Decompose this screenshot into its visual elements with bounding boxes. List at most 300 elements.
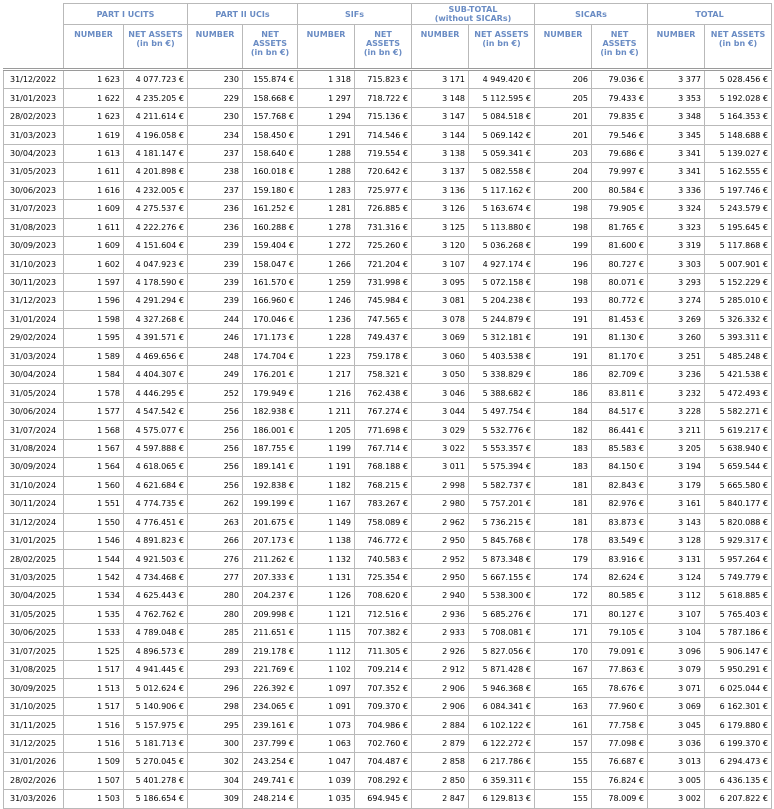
number-cell: 3 069	[412, 329, 469, 347]
number-cell: 1 132	[298, 550, 355, 568]
number-cell: 238	[188, 163, 243, 181]
net-assets-cell: 86.441 €	[592, 421, 648, 439]
number-cell: 167	[535, 661, 592, 679]
table-row	[4, 255, 772, 273]
number-cell: 3 137	[412, 163, 469, 181]
number-cell: 3 131	[648, 550, 705, 568]
date-cell: 30/09/2024	[4, 458, 64, 476]
number-cell: 1 205	[298, 421, 355, 439]
net-assets-cell: 166.960 €	[243, 292, 298, 310]
net-assets-cell: 159.404 €	[243, 236, 298, 254]
net-assets-cell: 4 178.590 €	[124, 273, 188, 291]
date-cell: 30/09/2023	[4, 236, 64, 254]
net-assets-cell: 237.799 €	[243, 734, 298, 752]
net-assets-cell: 4 404.307 €	[124, 366, 188, 384]
number-cell: 252	[188, 384, 243, 402]
net-assets-cell: 4 949.420 €	[469, 70, 535, 89]
number-cell: 3 251	[648, 347, 705, 365]
number-cell: 1 223	[298, 347, 355, 365]
number-cell: 3 144	[412, 126, 469, 144]
net-assets-cell: 5 946.368 €	[469, 679, 535, 697]
net-assets-cell: 226.392 €	[243, 679, 298, 697]
net-assets-cell: 5 575.394 €	[469, 458, 535, 476]
net-assets-cell: 6 436.135 €	[705, 771, 772, 789]
number-cell: 3 081	[412, 292, 469, 310]
net-assets-cell: 5 472.493 €	[705, 384, 772, 402]
number-cell: 1 535	[64, 605, 124, 623]
net-assets-cell: 4 232.005 €	[124, 181, 188, 199]
net-assets-cell: 694.945 €	[355, 790, 412, 808]
net-assets-cell: 189.141 €	[243, 458, 298, 476]
number-header: NUMBER	[188, 25, 243, 70]
number-cell: 256	[188, 458, 243, 476]
number-cell: 248	[188, 347, 243, 365]
number-cell: 1 602	[64, 255, 124, 273]
number-cell: 2 980	[412, 495, 469, 513]
net-assets-cell: 6 207.822 €	[705, 790, 772, 808]
number-cell: 3 353	[648, 89, 705, 107]
net-assets-cell: 209.998 €	[243, 605, 298, 623]
net-assets-cell: 5 827.056 €	[469, 642, 535, 660]
number-cell: 234	[188, 126, 243, 144]
number-cell: 3 096	[648, 642, 705, 660]
net-assets-cell: 248.214 €	[243, 790, 298, 808]
number-cell: 2 962	[412, 513, 469, 531]
number-cell: 1 544	[64, 550, 124, 568]
net-assets-cell: 746.772 €	[355, 531, 412, 549]
date-cell: 31/10/2024	[4, 476, 64, 494]
number-cell: 1 589	[64, 347, 124, 365]
number-cell: 262	[188, 495, 243, 513]
number-cell: 3 269	[648, 310, 705, 328]
net-assets-cell: 4 151.604 €	[124, 236, 188, 254]
net-assets-cell: 715.823 €	[355, 70, 412, 89]
net-assets-cell: 4 196.058 €	[124, 126, 188, 144]
net-assets-cell: 5 665.580 €	[705, 476, 772, 494]
net-assets-cell: 219.178 €	[243, 642, 298, 660]
number-cell: 3 303	[648, 255, 705, 273]
net-assets-cell: 718.722 €	[355, 89, 412, 107]
table-header	[4, 4, 772, 70]
number-cell: 2 936	[412, 605, 469, 623]
net-assets-cell: 5 157.975 €	[124, 716, 188, 734]
net-assets-cell: 720.642 €	[355, 163, 412, 181]
table-row	[4, 679, 772, 697]
net-assets-cell: 5 757.201 €	[469, 495, 535, 513]
number-cell: 1 217	[298, 366, 355, 384]
number-cell: 256	[188, 439, 243, 457]
table-row	[4, 642, 772, 660]
table-row	[4, 70, 772, 89]
net-assets-cell: 4 621.684 €	[124, 476, 188, 494]
net-assets-cell: 81.170 €	[592, 347, 648, 365]
number-cell: 230	[188, 70, 243, 89]
number-cell: 239	[188, 255, 243, 273]
net-assets-cell: 4 774.735 €	[124, 495, 188, 513]
number-cell: 2 998	[412, 476, 469, 494]
date-cell: 31/01/2023	[4, 89, 64, 107]
net-assets-cell: 6 294.473 €	[705, 753, 772, 771]
net-assets-cell: 83.916 €	[592, 550, 648, 568]
table-row	[4, 218, 772, 236]
number-cell: 3 274	[648, 292, 705, 310]
net-assets-cell: 160.018 €	[243, 163, 298, 181]
number-cell: 3 138	[412, 144, 469, 162]
net-assets-cell: 211.651 €	[243, 624, 298, 642]
net-assets-cell: 4 201.898 €	[124, 163, 188, 181]
net-assets-cell: 4 327.268 €	[124, 310, 188, 328]
number-cell: 1 102	[298, 661, 355, 679]
number-cell: 239	[188, 292, 243, 310]
net-assets-cell: 5 244.879 €	[469, 310, 535, 328]
number-cell: 2 952	[412, 550, 469, 568]
number-cell: 2 884	[412, 716, 469, 734]
number-cell: 3 341	[648, 163, 705, 181]
number-cell: 263	[188, 513, 243, 531]
net-assets-cell: 6 199.370 €	[705, 734, 772, 752]
number-cell: 1 191	[298, 458, 355, 476]
net-assets-cell: 81.453 €	[592, 310, 648, 328]
number-cell: 3 078	[412, 310, 469, 328]
net-assets-cell: 767.714 €	[355, 439, 412, 457]
table-row	[4, 734, 772, 752]
number-cell: 186	[535, 366, 592, 384]
net-assets-cell: 4 575.077 €	[124, 421, 188, 439]
net-assets-header: NET ASSETS (in bn €)	[243, 25, 298, 70]
net-assets-cell: 5 582.271 €	[705, 402, 772, 420]
net-assets-cell: 731.316 €	[355, 218, 412, 236]
number-cell: 3 171	[412, 70, 469, 89]
number-cell: 3 011	[412, 458, 469, 476]
group-header: PART I UCITS	[64, 4, 188, 25]
number-cell: 1 509	[64, 753, 124, 771]
number-cell: 1 047	[298, 753, 355, 771]
number-cell: 3 104	[648, 624, 705, 642]
table-row	[4, 716, 772, 734]
net-assets-cell: 161.252 €	[243, 200, 298, 218]
number-cell: 1 598	[64, 310, 124, 328]
number-cell: 266	[188, 531, 243, 549]
table-body	[4, 70, 772, 809]
number-cell: 181	[535, 513, 592, 531]
net-assets-cell: 4 211.614 €	[124, 107, 188, 125]
number-cell: 1 182	[298, 476, 355, 494]
number-cell: 170	[535, 642, 592, 660]
net-assets-cell: 5 285.010 €	[705, 292, 772, 310]
table-row	[4, 107, 772, 125]
number-cell: 3 002	[648, 790, 705, 808]
number-cell: 1 517	[64, 697, 124, 715]
net-assets-cell: 5 685.276 €	[469, 605, 535, 623]
net-assets-cell: 4 047.923 €	[124, 255, 188, 273]
number-cell: 276	[188, 550, 243, 568]
number-cell: 2 912	[412, 661, 469, 679]
net-assets-cell: 6 025.044 €	[705, 679, 772, 697]
number-cell: 198	[535, 200, 592, 218]
number-cell: 3 112	[648, 587, 705, 605]
net-assets-cell: 5 007.901 €	[705, 255, 772, 273]
net-assets-cell: 161.570 €	[243, 273, 298, 291]
table-row	[4, 181, 772, 199]
number-cell: 295	[188, 716, 243, 734]
date-cell: 30/11/2023	[4, 273, 64, 291]
number-cell: 174	[535, 568, 592, 586]
net-assets-cell: 4 734.468 €	[124, 568, 188, 586]
number-cell: 236	[188, 218, 243, 236]
net-assets-cell: 78.009 €	[592, 790, 648, 808]
net-assets-cell: 80.071 €	[592, 273, 648, 291]
net-assets-cell: 221.769 €	[243, 661, 298, 679]
net-assets-cell: 5 084.518 €	[469, 107, 535, 125]
net-assets-cell: 4 275.537 €	[124, 200, 188, 218]
group-header: TOTAL	[648, 4, 772, 25]
net-assets-cell: 6 129.813 €	[469, 790, 535, 808]
number-cell: 1 546	[64, 531, 124, 549]
net-assets-header: NET ASSETS (in bn €)	[592, 25, 648, 70]
table-row	[4, 476, 772, 494]
date-cell: 31/12/2022	[4, 70, 64, 89]
number-cell: 2 879	[412, 734, 469, 752]
table-row	[4, 550, 772, 568]
number-cell: 3 143	[648, 513, 705, 531]
date-cell: 31/10/2023	[4, 255, 64, 273]
net-assets-header: NET ASSETS (in bn €)	[355, 25, 412, 70]
number-cell: 1 246	[298, 292, 355, 310]
net-assets-cell: 158.450 €	[243, 126, 298, 144]
table-row	[4, 495, 772, 513]
number-cell: 300	[188, 734, 243, 752]
number-cell: 3 211	[648, 421, 705, 439]
number-cell: 1 611	[64, 218, 124, 236]
net-assets-cell: 158.668 €	[243, 89, 298, 107]
net-assets-cell: 731.998 €	[355, 273, 412, 291]
net-assets-cell: 768.215 €	[355, 476, 412, 494]
date-cell: 31/05/2023	[4, 163, 64, 181]
net-assets-cell: 5 152.229 €	[705, 273, 772, 291]
net-assets-cell: 204.237 €	[243, 587, 298, 605]
net-assets-cell: 82.843 €	[592, 476, 648, 494]
number-cell: 3 036	[648, 734, 705, 752]
table-row	[4, 661, 772, 679]
net-assets-cell: 5 139.027 €	[705, 144, 772, 162]
table-row	[4, 366, 772, 384]
number-cell: 1 272	[298, 236, 355, 254]
table-row	[4, 329, 772, 347]
number-cell: 1 228	[298, 329, 355, 347]
number-header: NUMBER	[412, 25, 469, 70]
table-row	[4, 568, 772, 586]
net-assets-cell: 5 929.317 €	[705, 531, 772, 549]
net-assets-cell: 85.583 €	[592, 439, 648, 457]
net-assets-cell: 5 164.353 €	[705, 107, 772, 125]
date-cell: 31/08/2024	[4, 439, 64, 457]
net-assets-cell: 5 393.311 €	[705, 329, 772, 347]
number-cell: 182	[535, 421, 592, 439]
number-cell: 309	[188, 790, 243, 808]
number-cell: 3 045	[648, 716, 705, 734]
number-cell: 3 013	[648, 753, 705, 771]
number-cell: 296	[188, 679, 243, 697]
net-assets-cell: 721.204 €	[355, 255, 412, 273]
number-cell: 183	[535, 458, 592, 476]
number-cell: 3 260	[648, 329, 705, 347]
net-assets-cell: 81.600 €	[592, 236, 648, 254]
net-assets-cell: 211.262 €	[243, 550, 298, 568]
net-assets-cell: 4 927.174 €	[469, 255, 535, 273]
net-assets-cell: 187.755 €	[243, 439, 298, 457]
net-assets-cell: 4 896.573 €	[124, 642, 188, 660]
number-cell: 201	[535, 107, 592, 125]
number-cell: 1 516	[64, 734, 124, 752]
number-cell: 3 060	[412, 347, 469, 365]
number-cell: 1 199	[298, 439, 355, 457]
number-cell: 3 161	[648, 495, 705, 513]
number-cell: 2 850	[412, 771, 469, 789]
net-assets-header: NET ASSETS (in bn €)	[124, 25, 188, 70]
number-cell: 3 125	[412, 218, 469, 236]
net-assets-cell: 5 140.906 €	[124, 697, 188, 715]
number-cell: 1 291	[298, 126, 355, 144]
date-cell: 31/12/2025	[4, 734, 64, 752]
number-cell: 1 259	[298, 273, 355, 291]
net-assets-cell: 5 553.357 €	[469, 439, 535, 457]
date-cell: 31/05/2024	[4, 384, 64, 402]
date-cell: 31/12/2024	[4, 513, 64, 531]
statistics-table	[3, 3, 772, 809]
net-assets-cell: 5 667.155 €	[469, 568, 535, 586]
number-cell: 3 323	[648, 218, 705, 236]
number-cell: 293	[188, 661, 243, 679]
number-cell: 237	[188, 144, 243, 162]
number-cell: 3 124	[648, 568, 705, 586]
net-assets-cell: 5 312.181 €	[469, 329, 535, 347]
number-cell: 3 079	[648, 661, 705, 679]
net-assets-cell: 243.254 €	[243, 753, 298, 771]
net-assets-cell: 708.292 €	[355, 771, 412, 789]
date-cell: 30/04/2023	[4, 144, 64, 162]
date-cell: 30/06/2025	[4, 624, 64, 642]
number-cell: 3 293	[648, 273, 705, 291]
net-assets-cell: 712.516 €	[355, 605, 412, 623]
net-assets-cell: 5 162.555 €	[705, 163, 772, 181]
net-assets-cell: 5 497.754 €	[469, 402, 535, 420]
net-assets-cell: 5 181.713 €	[124, 734, 188, 752]
number-cell: 280	[188, 605, 243, 623]
number-cell: 1 138	[298, 531, 355, 549]
net-assets-cell: 715.136 €	[355, 107, 412, 125]
net-assets-cell: 4 181.147 €	[124, 144, 188, 162]
net-assets-cell: 5 532.776 €	[469, 421, 535, 439]
number-cell: 2 940	[412, 587, 469, 605]
number-cell: 1 584	[64, 366, 124, 384]
net-assets-cell: 4 469.656 €	[124, 347, 188, 365]
number-cell: 1 619	[64, 126, 124, 144]
date-cell: 30/11/2024	[4, 495, 64, 513]
table-row	[4, 624, 772, 642]
number-cell: 1 126	[298, 587, 355, 605]
table-row	[4, 292, 772, 310]
table-row	[4, 347, 772, 365]
table-row	[4, 439, 772, 457]
number-cell: 1 288	[298, 144, 355, 162]
number-cell: 155	[535, 753, 592, 771]
net-assets-cell: 709.370 €	[355, 697, 412, 715]
number-cell: 3 228	[648, 402, 705, 420]
number-cell: 256	[188, 421, 243, 439]
number-cell: 183	[535, 439, 592, 457]
net-assets-cell: 80.584 €	[592, 181, 648, 199]
net-assets-cell: 79.091 €	[592, 642, 648, 660]
number-cell: 161	[535, 716, 592, 734]
date-cell: 30/04/2024	[4, 366, 64, 384]
date-cell: 31/01/2025	[4, 531, 64, 549]
table-row	[4, 126, 772, 144]
number-cell: 1 533	[64, 624, 124, 642]
number-cell: 1 278	[298, 218, 355, 236]
net-assets-cell: 5 708.081 €	[469, 624, 535, 642]
net-assets-cell: 79.835 €	[592, 107, 648, 125]
number-cell: 244	[188, 310, 243, 328]
net-assets-cell: 4 391.571 €	[124, 329, 188, 347]
number-cell: 191	[535, 310, 592, 328]
net-assets-cell: 79.997 €	[592, 163, 648, 181]
number-cell: 198	[535, 218, 592, 236]
number-cell: 1 567	[64, 439, 124, 457]
date-cell: 31/07/2025	[4, 642, 64, 660]
number-cell: 3 029	[412, 421, 469, 439]
table-row	[4, 513, 772, 531]
number-cell: 186	[535, 384, 592, 402]
number-cell: 1 294	[298, 107, 355, 125]
net-assets-cell: 81.765 €	[592, 218, 648, 236]
number-cell: 304	[188, 771, 243, 789]
net-assets-cell: 5 148.688 €	[705, 126, 772, 144]
number-cell: 163	[535, 697, 592, 715]
net-assets-cell: 749.437 €	[355, 329, 412, 347]
date-cell: 31/10/2025	[4, 697, 64, 715]
number-cell: 203	[535, 144, 592, 162]
number-cell: 3 126	[412, 200, 469, 218]
number-cell: 171	[535, 605, 592, 623]
number-cell: 230	[188, 107, 243, 125]
net-assets-cell: 704.986 €	[355, 716, 412, 734]
net-assets-cell: 155.874 €	[243, 70, 298, 89]
net-assets-cell: 176.201 €	[243, 366, 298, 384]
net-assets-cell: 5 192.028 €	[705, 89, 772, 107]
number-cell: 1 167	[298, 495, 355, 513]
net-assets-cell: 80.127 €	[592, 605, 648, 623]
number-cell: 285	[188, 624, 243, 642]
net-assets-cell: 234.065 €	[243, 697, 298, 715]
date-cell: 31/08/2025	[4, 661, 64, 679]
net-assets-cell: 5 069.142 €	[469, 126, 535, 144]
number-cell: 1 622	[64, 89, 124, 107]
net-assets-cell: 207.333 €	[243, 568, 298, 586]
number-cell: 1 623	[64, 70, 124, 89]
net-assets-cell: 5 112.595 €	[469, 89, 535, 107]
number-cell: 1 609	[64, 236, 124, 254]
number-cell: 3 324	[648, 200, 705, 218]
number-cell: 171	[535, 624, 592, 642]
number-cell: 1 597	[64, 273, 124, 291]
net-assets-cell: 5 873.348 €	[469, 550, 535, 568]
number-cell: 204	[535, 163, 592, 181]
table-row	[4, 587, 772, 605]
net-assets-cell: 4 921.503 €	[124, 550, 188, 568]
number-cell: 1 073	[298, 716, 355, 734]
number-cell: 201	[535, 126, 592, 144]
group-header: SICARs	[535, 4, 648, 25]
